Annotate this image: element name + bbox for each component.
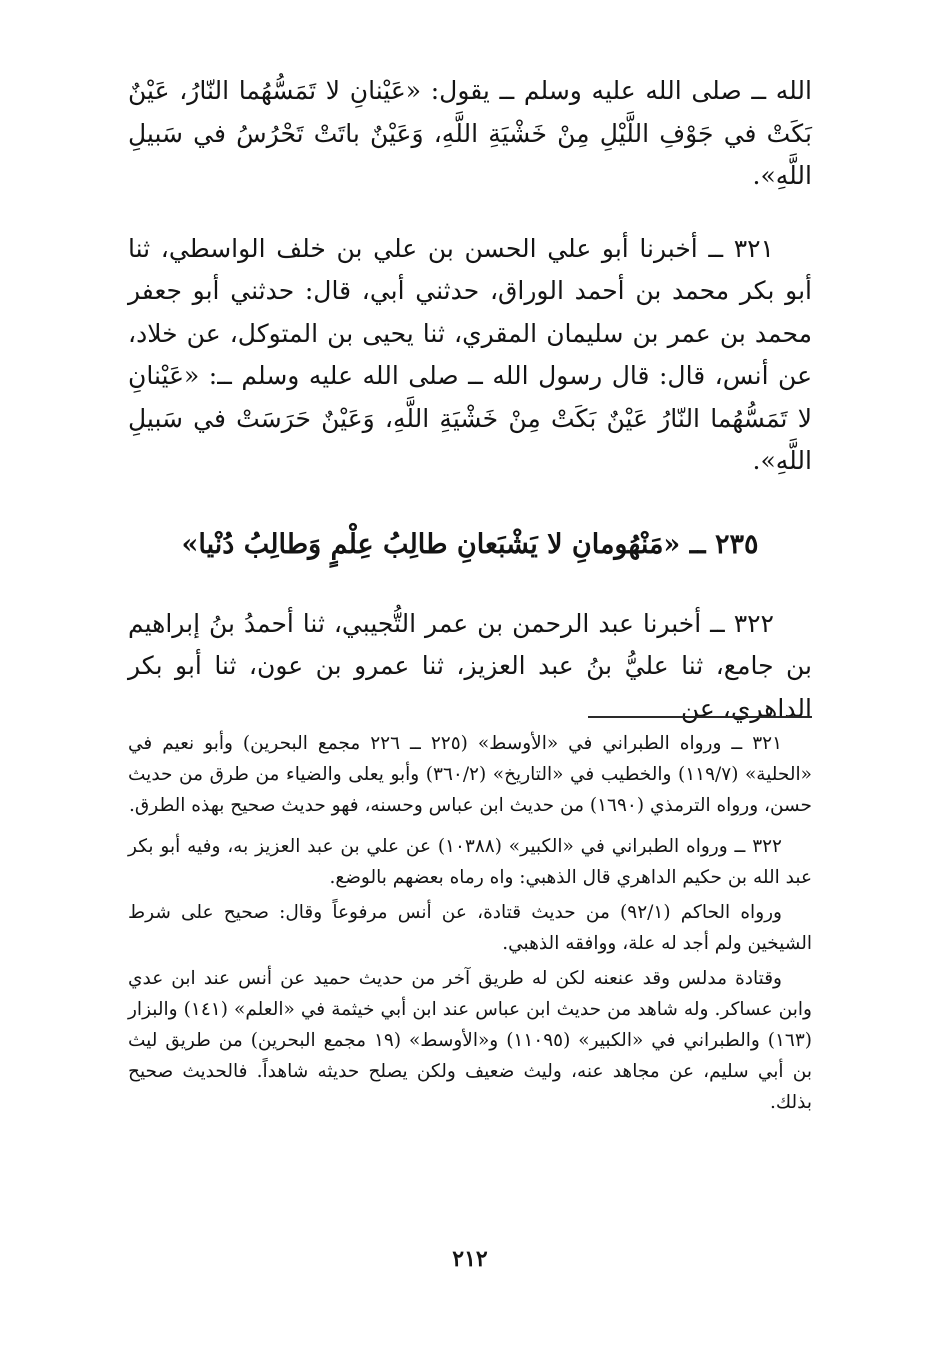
hadith-322-paragraph: ٣٢٢ ــ أخبرنا عبد الرحمن بن عمر التُّجيبي، ثنا أحمدُ بنُ إبراهيم بن جامع، ثنا عليُّ بنُ عبد العزيز، ثنا عمرو بن عون، ثنا أبو بكر الداهري، عن <box>128 608 812 723</box>
page-number: ٢١٢ <box>452 1246 488 1272</box>
hadith-321-paragraph: ٣٢١ ــ أخبرنا أبو علي الحسن بن علي بن خلف الواسطي، ثنا أبو بكر محمد بن أحمد الوراق، حدثني أبي، قال: حدثني أبو جعفر محمد بن عمر بن سليمان المقري، ثنا يحيى بن المتوكل، عن خلاد، عن أنس، قال: قال رسول الله ــ صلى الله عليه وسلم ــ: «عَيْنانِ لا تَمَسُّهُما النّارُ عَيْنٌ بَكَتْ مِنْ خَشْيَةِ اللَّهِ، وَعَيْنٌ حَرَسَتْ في سَبيلِ اللَّهِ». <box>128 233 812 475</box>
continued-paragraph: الله ــ صلى الله عليه وسلم ــ يقول: «عَيْنانِ لا تَمَسُّهُما النّارُ، عَيْنٌ بَكَتْ في جَوْفِ اللَّيْلِ مِنْ خَشْيَةِ اللَّهِ، وَعَيْنٌ باتَتْ تَحْرُسُ في سَبيلِ اللَّهِ». <box>128 76 812 190</box>
footnote-321: ٣٢١ ــ ورواه الطبراني في «الأوسط» (٢٢٥ ــ ٢٢٦ مجمع البحرين) وأبو نعيم في «الحلية» (١١٩/٧) والخطيب في «التاريخ» (٣٦٠/٢) وأبو يعلى والضياء من طرق من حديث حسن، ورواه الترمذي (١٦٩٠) من حديث ابن عباس وحسنه، فهو حديث صحيح بهذه الطرق. <box>128 733 812 816</box>
section-heading-235: ٢٣٥ ــ «مَنْهُومانِ لا يَشْبَعانِ طالِبُ عِلْمٍ وَطالِبُ دُنْيا» <box>181 528 759 560</box>
footnotes <box>128 728 812 1128</box>
book-page <box>128 70 812 1330</box>
footnote-322-b: ورواه الحاكم (٩٢/١) من حديث قتادة، عن أنس مرفوعاً وقال: صحيح على شرط الشيخين ولم أجد له علة، ووافقه الذهبي. <box>128 902 812 954</box>
footnote-322-a: ٣٢٢ ــ ورواه الطبراني في «الكبير» (١٠٣٨٨) عن علي بن عبد العزيز به، وفيه أبو بكر عبد الله بن حكيم الداهري قال الذهبي: واه رماه بعضهم بالوضع. <box>128 836 812 888</box>
footnote-separator <box>588 716 812 718</box>
footnote-322-c: وقتادة مدلس وقد عنعنه لكن له طريق آخر من حديث حميد عن أنس عند ابن عدي وابن عساكر. وله شاهد من حديث ابن عباس عند ابن أبي خيثمة في «العلم» (١٤١) والبزار (١٦٣) والطبراني في «الكبير» (١١٠٩٥) و«الأوسط» (١٩ مجمع البحرين) من طريق ليث بن أبي سليم، عن مجاهد عنه، وليث ضعيف ولكن يصلح حديثه شاهداً. فالحديث صحيح بذلك. <box>128 968 812 1113</box>
main-text <box>128 70 812 730</box>
